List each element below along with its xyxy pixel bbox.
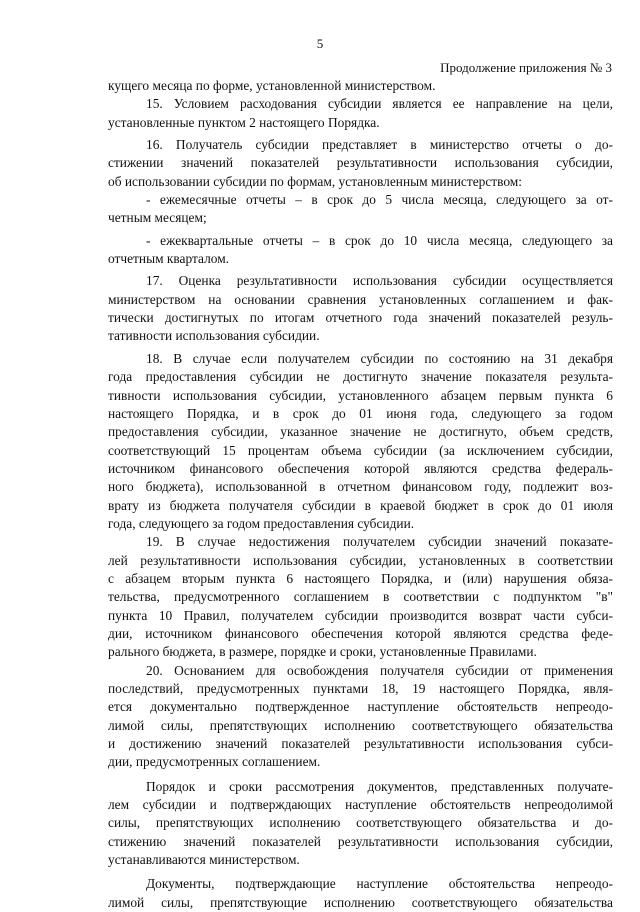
paragraph-15	[108, 95, 613, 132]
text-line: года, следующего за годом предоставления субсидии.	[108, 515, 415, 531]
text-line: с абзацем вторым пункта 6 настоящего Порядка, и (или) нарушения обяза-	[108, 570, 613, 586]
text-line: - ежемесячные отчеты – в срок до 5 числа месяца, следующего за от-	[146, 192, 613, 208]
appendix-continuation-note: Продолжение приложения № 3	[440, 60, 612, 75]
paragraph-20	[108, 662, 613, 772]
text-line: пункта 10 Правил, получателем субсидии производится возврат части субси-	[108, 607, 613, 623]
paragraph-review-procedure	[108, 778, 613, 870]
paragraph-17	[108, 272, 613, 345]
text-line: врату из бюджета получателя субсидии в краевой бюджет в срок до 01 июля	[108, 497, 613, 513]
text-line: стижении значений показателей результативности использования субсидии,	[108, 155, 613, 171]
paragraph-supporting-documents	[108, 875, 613, 912]
text-line: Порядок и сроки рассмотрения документов, представленных получате-	[146, 778, 613, 794]
text-line: предоставления субсидии, указанное значение не достигнуто, объем средств,	[108, 424, 613, 440]
text-line: устанавливаются министерством.	[108, 852, 300, 868]
text-line: тельства, предусмотренного соглашением в соответствии с подпунктом "в"	[108, 589, 613, 605]
paragraph-16	[108, 136, 613, 191]
text-line: ного бюджета), использованной в отчетном финансовом году, подлежит воз-	[108, 479, 613, 495]
text-line: установленные пунктом 2 настоящего Порядка.	[108, 114, 380, 130]
text-line: тивности использования субсидии, установленного абзацем первым пункта 6	[108, 387, 613, 403]
text-line: соответствующий 15 процентам объема субсидии (за исключением субсидии,	[108, 442, 613, 458]
paragraph-16-bullet-quarterly	[108, 232, 613, 269]
text-line: тически достигнутых по итогам отчетного года значений показателей резуль-	[108, 310, 613, 326]
text-line: года предоставления субсидии не достигнуто значение показателя результа-	[108, 369, 613, 385]
text-line: отчетным кварталом.	[108, 251, 230, 267]
text-line: лимой силы, препятствующие исполнению соответствующего обязательства	[108, 894, 613, 910]
text-line: тативности использования субсидии.	[108, 328, 320, 344]
text-line: министерством на основании сравнения установленных соглашением и фак-	[108, 291, 613, 307]
text-line: 17. Оценка результативности использования субсидии осуществляется	[146, 273, 613, 289]
document-body	[108, 77, 613, 912]
text-line: последствий, предусмотренных пунктами 18, 19 настоящего Порядка, явля-	[108, 681, 613, 696]
text-line: источником финансового обеспечения которой являются средства федераль-	[108, 460, 613, 476]
text-line: лей результативности использования субсидии, установленных в соответствии	[108, 552, 613, 568]
text-line: силы, препятствующих исполнению соответствующего обязательства и до-	[108, 815, 613, 831]
text-line: дии, источником финансового обеспечения которой являются средства феде-	[108, 625, 613, 641]
text-line: стижению значений показателей результативности использования субсидии,	[108, 833, 613, 849]
text-line: 19. В случае недостижения получателем субсидии значений показате-	[146, 534, 613, 550]
paragraph-19	[108, 533, 613, 661]
text-line: об использовании субсидии по формам, установленным министерством:	[108, 173, 522, 189]
text-line: дии, предусмотренных соглашением.	[108, 754, 321, 770]
text-line: 15. Условием расходования субсидии является ее направление на цели,	[146, 96, 613, 112]
text-line: ется документально подтвержденное наступление обстоятельств непреодо-	[108, 699, 613, 715]
text-line: - ежеквартальные отчеты – в срок до 10 числа месяца, следующего за	[146, 232, 613, 248]
text-line: 20. Основанием для освобождения получателя субсидии от применения	[146, 662, 613, 678]
paragraph-continuation	[108, 77, 613, 95]
text-line: рального бюджета, в размере, порядке и сроки, установленные Правилами.	[108, 644, 537, 660]
text-line: настоящего Порядка, и в срок до 01 июня года, следующего за годом	[108, 405, 613, 421]
text-line: 18. В случае если получателем субсидии по состоянию на 31 декабря	[146, 350, 613, 366]
text-line: лимой силы, препятствующих исполнению соответствующего обязательства	[108, 717, 613, 733]
text-line: и достижению значений показателей результативности использования субси-	[108, 736, 613, 752]
text-line: четным месяцем;	[108, 210, 207, 226]
paragraph-18	[108, 350, 613, 533]
text-line: Документы, подтверждающие наступление обстоятельства непреодо-	[146, 876, 613, 892]
text-line: кущего месяца по форме, установленной министерством.	[108, 78, 436, 93]
text-line: 16. Получатель субсидии представляет в министерство отчеты о до-	[146, 137, 613, 153]
page-number: 5	[316, 36, 324, 51]
paragraph-16-bullet-monthly	[108, 191, 613, 228]
text-line: лем субсидии и подтверждающих наступление обстоятельств непреодолимой	[108, 797, 613, 813]
